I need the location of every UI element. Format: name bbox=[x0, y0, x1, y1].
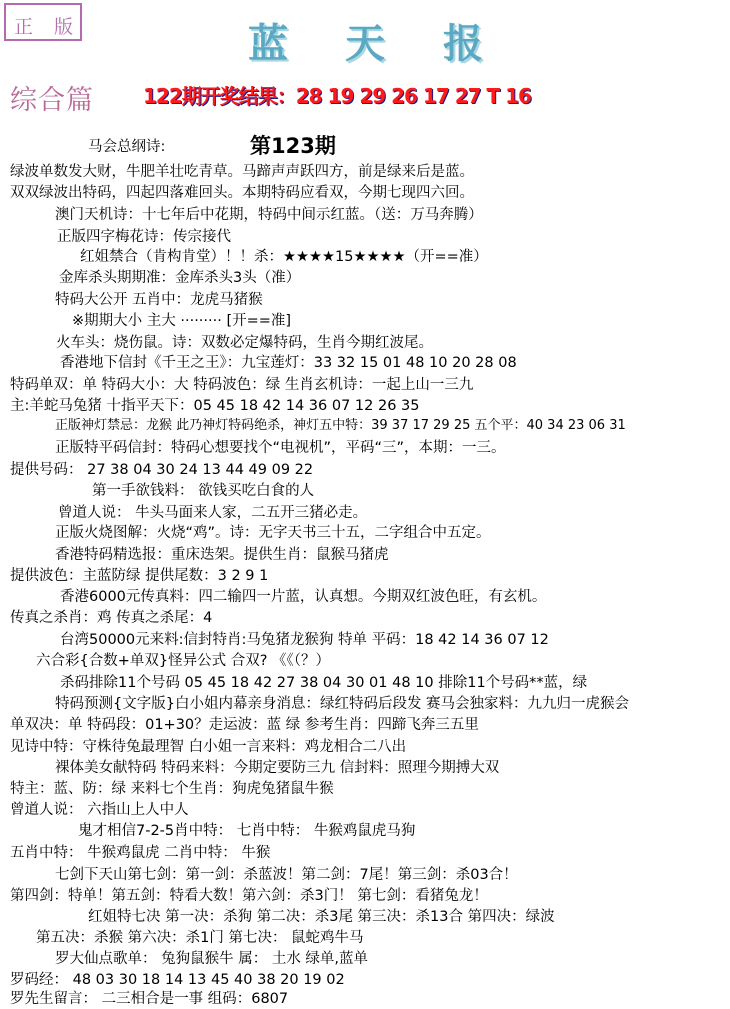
draw-result: 122期开奖结果：28 19 29 26 17 27 T 16 bbox=[143, 84, 531, 108]
line-40: 罗码经： 48 03 30 18 14 13 45 40 38 20 19 02 bbox=[10, 972, 345, 988]
line-23: 传真之杀肖：鸡 传真之杀尾：4 bbox=[10, 610, 213, 626]
line-18: 曾道人说： 牛头马面来人家，二五开三猪必走。 bbox=[58, 505, 368, 521]
line-3: 双双绿波出特码，四起四落难回头。本期特码应看双，今期七现四六回。 bbox=[10, 185, 474, 201]
line-26: 杀码排除11个号码 05 45 18 42 27 38 04 30 01 48 10 排除11个号码**蓝，绿 bbox=[60, 675, 588, 691]
issue-number: 第123期 bbox=[250, 134, 336, 158]
badge-left-char: 正 bbox=[14, 16, 34, 38]
title-char-1: 蓝 bbox=[248, 20, 288, 67]
line-24: 台湾50000元来料:信封特肖:马兔猪龙猴狗 特单 平码：18 42 14 36 07 12 bbox=[60, 632, 549, 648]
line-34: 五肖中特： 牛猴鸡鼠虎 二肖中特： 牛猴 bbox=[10, 845, 271, 861]
line-33: 鬼才相信7-2-5肖中特： 七肖中特： 牛猴鸡鼠虎马狗 bbox=[78, 823, 416, 839]
line-9: ※期期大小 主大 ········· [开==准] bbox=[72, 313, 292, 329]
line-15: 正版特平码信封：特码心想要找个“电视机”，平码“三”，本期：一三。 bbox=[55, 440, 506, 456]
line-4: 澳门天机诗：十七年后中花期，特码中间示红蓝。（送：万马奔腾） bbox=[55, 207, 483, 223]
line-41: 罗先生留言： 二三相合是一事 组码：6807 bbox=[10, 991, 289, 1007]
line-10: 火车头：烧伤鼠。诗：双数必定爆特码，生肖今期红波尾。 bbox=[56, 335, 433, 351]
line-28: 单双决：单 特码段：01+30？走运波：蓝 绿 参考生肖：四蹄飞奔三五里 bbox=[10, 717, 479, 733]
line-12: 特码单双：单 特码大小：大 特码波色：绿 生肖玄机诗：一起上山一三九 bbox=[10, 377, 474, 393]
line-25: 六合彩{合数+单双}怪异公式 合双? 《《（？） bbox=[36, 653, 331, 669]
line-16: 提供号码： 27 38 04 30 24 13 44 49 09 22 bbox=[10, 462, 314, 478]
line-29: 见诗中特：守株待兔最理智 白小姐一言来料：鸡龙相合二八出 bbox=[10, 739, 407, 755]
badge-right-char: 版 bbox=[54, 16, 74, 38]
line-11: 香港地下信封《千王之王》：九宝莲灯：33 32 15 01 48 10 20 28 08 bbox=[60, 355, 517, 371]
line-38: 第五决：杀猴 第六决：杀1门 第七决： 鼠蛇鸡牛马 bbox=[36, 930, 364, 946]
line-20: 香港特码精选报：重床迭架。提供生肖：鼠猴马猪虎 bbox=[55, 547, 389, 563]
line-39: 罗大仙点歌单： 兔狗鼠猴牛 属： 土水 绿单,蓝单 bbox=[55, 951, 369, 967]
line-36: 第四剑：特单！第五剑：特看大数！第六剑：杀3门！ 第七剑：看猪兔龙！ bbox=[10, 888, 488, 904]
line-21: 提供波色：主蓝防绿 提供尾数：3 2 9 1 bbox=[10, 568, 269, 584]
line-14: 正版神灯禁忌：龙猴 此乃神灯特码绝杀，神灯五中特：39 37 17 29 25 五个平：40 34 23 06 31 bbox=[55, 418, 626, 433]
line-5: 正版四字梅花诗：传宗接代 bbox=[57, 229, 231, 245]
line-2: 绿波单数发大财，牛肥羊壮吃青草。马蹄声声跃四方，前是绿来后是蓝。 bbox=[10, 164, 474, 180]
line-27: 特码预测{文字版}白小姐内幕亲身消息：绿红特码后段发 赛马会独家料：九九归一虎猴会 bbox=[55, 696, 630, 712]
line-30: 裸体美女献特码 特码来料：今期定要防三九 信封料：照理今期搏大双 bbox=[55, 760, 500, 776]
line-13: 主:羊蛇马兔猪 十指平天下：05 45 18 42 14 36 07 12 26 35 bbox=[10, 398, 420, 414]
line-22: 香港6000元传真料：四二输四一片蓝，认真想。今期双红波色旺，有玄机。 bbox=[60, 589, 547, 605]
line-32: 曾道人说： 六指山上人中人 bbox=[10, 802, 189, 818]
line-37: 红姐特七决 第一决：杀狗 第二决：杀3尾 第三决：杀13合 第四决：绿波 bbox=[88, 909, 555, 925]
title-char-2: 天 bbox=[345, 20, 385, 67]
line-17: 第一手欲钱料： 欲钱买吃白食的人 bbox=[92, 483, 315, 499]
line-8: 特码大公开 五肖中：龙虎马猪猴 bbox=[55, 292, 263, 308]
line-1: 马会总纲诗: bbox=[88, 139, 166, 155]
line-31: 特主：蓝、防：绿 来料七个生肖：狗虎兔猪鼠牛猴 bbox=[10, 781, 334, 797]
line-6: 红姐禁合（肯构肯堂）！！杀：★★★★15★★★★（开==准） bbox=[80, 249, 488, 265]
line-35: 七剑下天山第七剑：第一剑：杀蓝波！第二剑：7尾！第三剑：杀03合！ bbox=[55, 867, 518, 883]
section-label: 综合篇 bbox=[10, 85, 94, 116]
line-7: 金库杀头期期准：金库杀头3头（准） bbox=[59, 270, 301, 286]
genuine-badge bbox=[4, 3, 82, 41]
line-19: 正版火烧图解：火烧“鸡”。诗：无字天书三十五，二字组合中五定。 bbox=[55, 525, 491, 541]
title-char-3: 报 bbox=[443, 20, 483, 67]
